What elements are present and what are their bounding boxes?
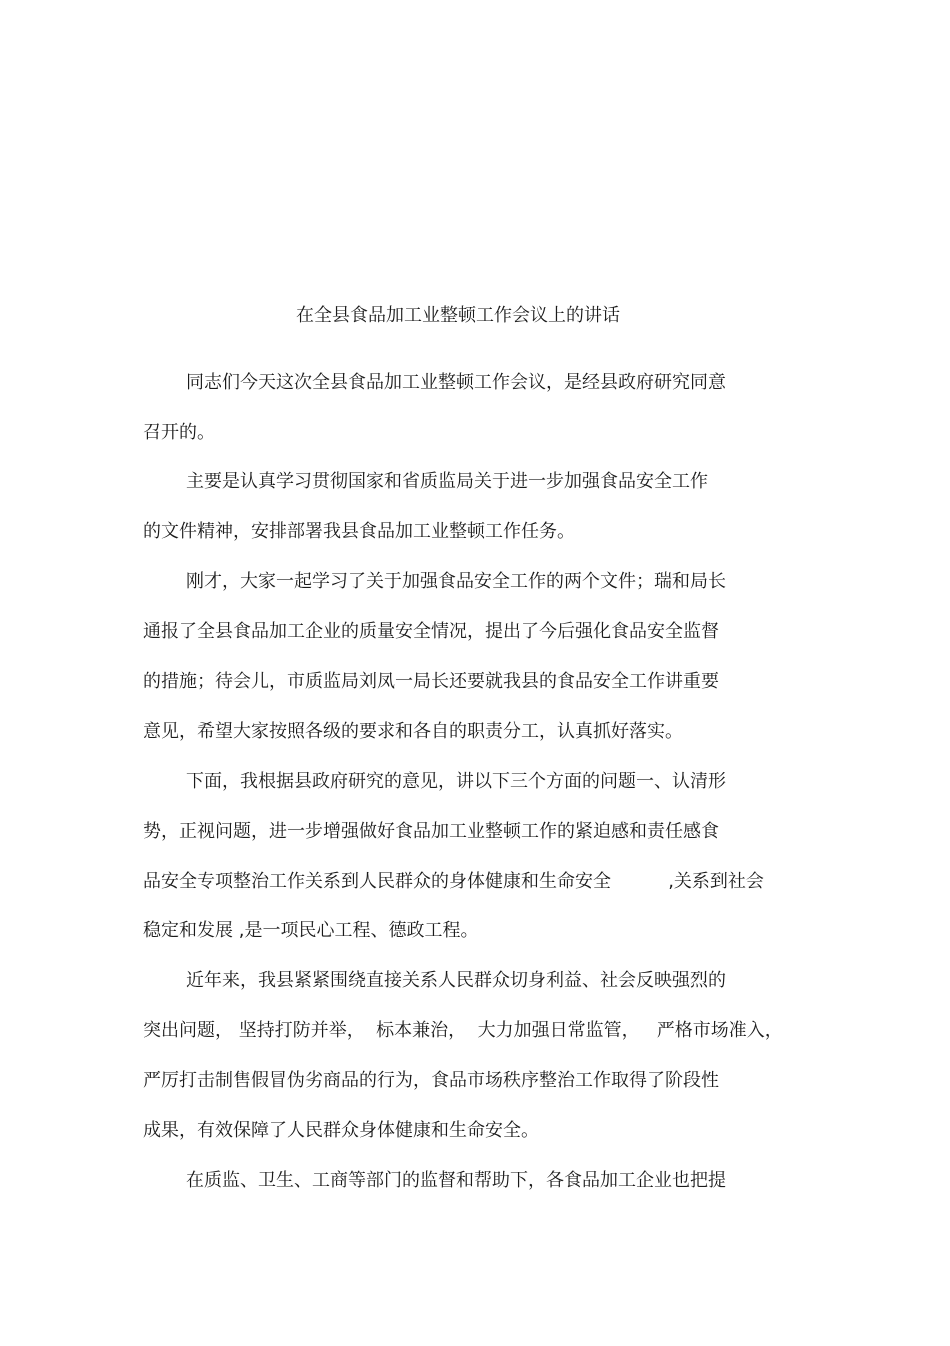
text-line: 成果，有效保障了人民群众身体健康和生命安全。	[143, 1120, 539, 1141]
text-line: 的措施；待会儿，市质监局刘凤一局长还要就我县的食品安全工作讲重要	[143, 671, 719, 692]
text-line: 主要是认真学习贯彻国家和省质监局关于进一步加强食品安全工作	[186, 471, 708, 492]
text-line: 下面，我根据县政府研究的意见，讲以下三个方面的问题一、认清形	[186, 771, 726, 792]
text-line: 刚才，大家一起学习了关于加强食品安全工作的两个文件；瑞和局长	[186, 571, 726, 592]
text-line: 品安全专项整治工作关系到人民群众的身体健康和生命安全 ,关系到社会	[143, 871, 764, 892]
text-line: 近年来，我县紧紧围绕直接关系人民群众切身利益、社会反映强烈的	[186, 970, 726, 991]
text-line: 势，正视问题，进一步增强做好食品加工业整顿工作的紧迫感和责任感食	[143, 821, 719, 842]
document-title: 在全县食品加工业整顿工作会议上的讲话	[296, 305, 620, 326]
text-line: 的文件精神，安排部署我县食品加工业整顿工作任务。	[143, 521, 575, 542]
text-line: 意见，希望大家按照各级的要求和各自的职责分工，认真抓好落实。	[143, 721, 683, 742]
text-line: 同志们今天这次全县食品加工业整顿工作会议，是经县政府研究同意	[186, 372, 726, 393]
text-line: 通报了全县食品加工企业的质量安全情况，提出了今后强化食品安全监督	[143, 621, 719, 642]
text-line: 稳定和发展 ,是一项民心工程、德政工程。	[143, 920, 479, 941]
text-line: 严厉打击制售假冒伪劣商品的行为，食品市场秩序整治工作取得了阶段性	[143, 1070, 719, 1091]
text-line: 召开的。	[143, 422, 215, 443]
text-line: 突出问题， 坚持打防并举， 标本兼治， 大力加强日常监管， 严格市场准入，	[143, 1020, 783, 1041]
text-line: 在质监、卫生、工商等部门的监督和帮助下，各食品加工企业也把提	[186, 1170, 726, 1191]
